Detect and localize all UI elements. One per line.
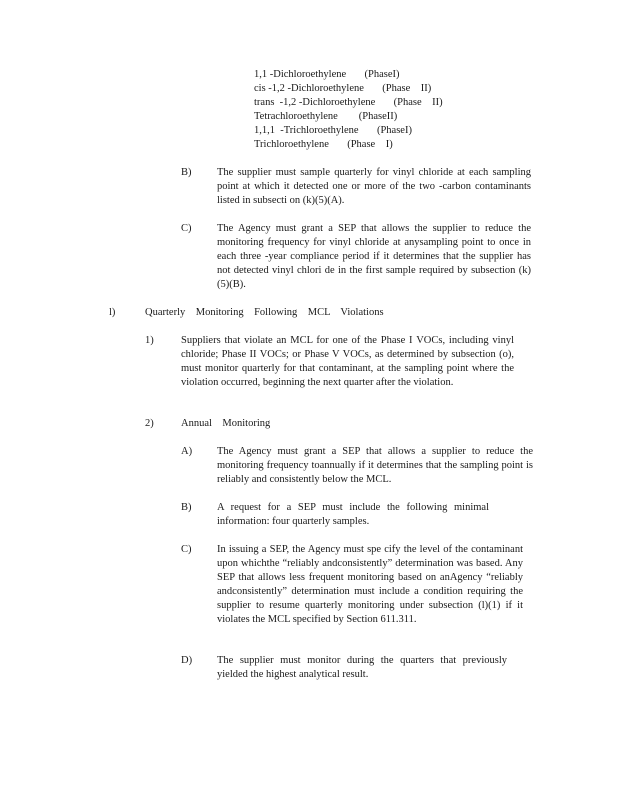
item-label: 1)	[145, 335, 154, 346]
voc-list-item: trans -1,2 -Dichloroethylene (Phase II)	[254, 97, 443, 108]
paragraph-l2-b	[217, 501, 489, 529]
paragraph-l1	[181, 334, 514, 390]
paragraph-l2-c	[217, 543, 523, 627]
section-label: l)	[109, 307, 116, 318]
paragraph-l2-d	[217, 654, 507, 682]
paragraph-k5-c	[217, 222, 531, 292]
item-label: 2)	[145, 418, 154, 429]
item-label: C)	[181, 223, 192, 234]
subsection-heading: Annual Monitoring	[181, 418, 271, 429]
paragraph-text: Suppliers that violate an MCL for one of the Phase I VOCs, including vinyl chloride; Phase II VOCs; or Phase V VOCs, as determined by subsection (o), must monitor quarterly for that contaminant, at the sampling point where the violation occurred, beginning the next quarter after the violation.	[181, 335, 514, 388]
item-label: B)	[181, 167, 192, 178]
voc-list-item: Tetrachloroethylene (PhaseII)	[254, 111, 398, 122]
voc-list	[254, 68, 443, 152]
paragraph-text: The Agency must grant a SEP that allows a supplier to reduce the monitoring frequency toannually if it determines that the sampling point is reliably and consistently below the MCL.	[217, 446, 533, 485]
item-label: A)	[181, 446, 193, 457]
voc-list-item: 1,1 -Dichloroethylene (PhaseI)	[254, 69, 400, 80]
voc-list-item: Trichloroethylene (Phase I)	[254, 139, 393, 150]
paragraph-text: In issuing a SEP, the Agency must spe cify the level of the contaminant upon whichthe “reliably andconsistently” determination was based. Any SEP that allows less frequent monitoring based on anAgency “reliably andconsistently” determination must include a condition requiring the supplier to resume quarterly monitoring under subsection (l)(1) if it violates the MCL specified by Section 611.311.	[217, 544, 523, 625]
paragraph-text: The supplier must sample quarterly for vinyl chloride at each sampling point at which it detected one or more of the two -carbon contaminants listed in subsecti on (k)(5)(A).	[217, 167, 531, 206]
voc-list-item: 1,1,1 -Trichloroethylene (PhaseI)	[254, 125, 412, 136]
item-label: C)	[181, 544, 192, 555]
item-label: D)	[181, 655, 193, 666]
item-label: B)	[181, 502, 192, 513]
section-heading: Quarterly Monitoring Following MCL Violations	[145, 307, 384, 318]
paragraph-k5-b	[217, 166, 531, 208]
paragraph-l2-a	[217, 445, 533, 487]
voc-list-item: cis -1,2 -Dichloroethylene (Phase II)	[254, 83, 432, 94]
paragraph-text: The supplier must monitor during the quarters that previously yielded the highest analytical result.	[217, 655, 507, 680]
paragraph-text: The Agency must grant a SEP that allows the supplier to reduce the monitoring frequency for vinyl chloride at anysampling point to once in each three -year compliance period if it determines that the supplier has not detected vinyl chlori de in the first sample required by subsection (k)(5)(B).	[217, 223, 531, 290]
paragraph-text: A request for a SEP must include the following minimal information: four quarterly samples.	[217, 502, 489, 527]
